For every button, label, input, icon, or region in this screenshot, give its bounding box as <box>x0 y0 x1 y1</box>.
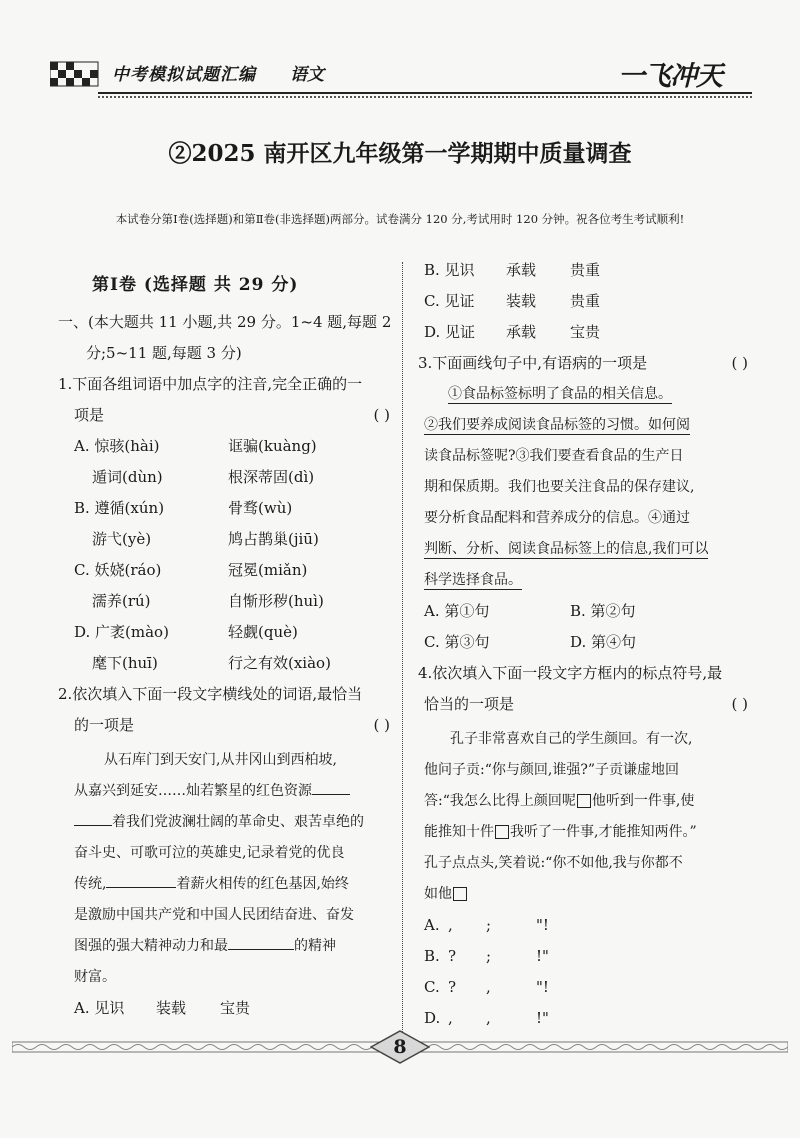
q1-option-row <box>58 462 390 493</box>
q1-word: 鸠占鹊巢(jiū) <box>228 530 319 548</box>
q2-option-word: 装载 <box>156 999 187 1017</box>
q2-option-word: 承载 <box>506 323 537 341</box>
q2-blank-3 <box>228 935 294 950</box>
q4-option-label: C. <box>424 978 440 996</box>
q4-passage-line: 孔子非常喜欢自己的学生颜回。有一次, <box>450 731 693 747</box>
q2-passage-line: 奋斗史、可歌可泣的英雄史,记录着党的优良 <box>74 845 345 861</box>
q3-passage-line <box>418 410 748 441</box>
q2-passage-text: 着薪火相传的红色基因,始终 <box>176 876 349 892</box>
q4-option-mark: !" <box>536 947 549 965</box>
q1-option-row <box>58 617 390 648</box>
q1-word: A. 惊骇(hài) <box>74 437 160 455</box>
q3-passage-line: 读食品标签呢?③我们要查看食品的生产日 <box>424 448 684 464</box>
left-column <box>58 270 390 1024</box>
q3-option-a: A. 第①句 <box>424 602 490 620</box>
q4-option-mark: , <box>448 1009 453 1027</box>
q4-option-a <box>418 910 748 941</box>
q4-passage-line: 孔子点点头,笑着说:“你不如他,我与你都不 <box>424 855 683 871</box>
q3-option-d: D. 第④句 <box>570 633 637 651</box>
q2-passage-line <box>58 869 390 900</box>
q1-word: 濡养(rú) <box>92 592 151 610</box>
q3-stem <box>418 348 748 379</box>
q2-passage-line: 财富。 <box>74 969 116 985</box>
q4-passage-line <box>418 786 748 817</box>
q1-answer-paren: ( ) <box>373 406 390 424</box>
q1-option-row <box>58 524 390 555</box>
q4-passage-text: 我听了一件事,才能推知两件。” <box>510 824 697 840</box>
right-column <box>418 255 748 1034</box>
q4-passage-line: 他问子贡:“你与颜回,谁强?”子贡谦虚地回 <box>424 762 679 778</box>
q4-passage-text: 他听到一件事,使 <box>591 793 695 809</box>
q2-blank-2 <box>106 873 176 888</box>
q2-passage-text: 传统, <box>74 876 107 892</box>
q1-word: 轻觑(què) <box>228 623 298 641</box>
q2-passage-text: 的精神 <box>294 938 336 954</box>
q2-stem-cont <box>58 710 390 741</box>
exam-instructions: 本试卷分第Ⅰ卷(选择题)和第Ⅱ卷(非选择题)两部分。试卷满分 120 分,考试用时 120 分钟。祝各位考生考试顺利! <box>115 212 685 226</box>
q4-stem-text: 恰当的一项是 <box>424 695 515 713</box>
q2-option-label: C. 见证 <box>424 292 475 310</box>
q2-passage-text: 着我们党波澜壮阔的革命史、艰苦卓绝的 <box>112 814 364 830</box>
q2-blank-1-cont <box>74 811 112 826</box>
q1-option-row <box>58 431 390 462</box>
q2-passage-line: 从石库门到天安门,从井冈山到西柏坡, <box>104 752 337 768</box>
q1-word: D. 广袤(mào) <box>74 623 169 641</box>
q1-word: 骨骛(wù) <box>228 499 293 517</box>
q4-punct-box-1 <box>577 794 591 808</box>
q1-stem: 1.下面各组词语中加点字的注音,完全正确的一 <box>58 375 363 393</box>
page-number: 8 <box>393 1036 407 1058</box>
q1-word: B. 遵循(xún) <box>74 499 165 517</box>
q4-passage-text: 答:“我怎么比得上颜回呢 <box>424 793 576 809</box>
q2-option-word: 贵重 <box>570 261 601 279</box>
q3-underlined-sentence: 判断、分析、阅读食品标签上的信息,我们可以 <box>424 541 709 557</box>
q1-option-row <box>58 555 390 586</box>
q4-passage-line <box>418 879 748 910</box>
q2-passage-line <box>58 807 390 838</box>
q2-option-d <box>418 317 748 348</box>
q4-option-mark: ? <box>448 978 457 996</box>
q4-option-d <box>418 1003 748 1034</box>
q2-passage-line: 是激励中国共产党和中国人民团结奋进、奋发 <box>74 907 354 923</box>
q3-passage-line <box>418 379 748 410</box>
q1-word: 游弋(yè) <box>92 530 152 548</box>
q2-passage-line <box>58 931 390 962</box>
header-series-title: 中考模拟试题汇编 <box>112 65 256 85</box>
header-brand: 一飞冲天 <box>618 61 722 92</box>
q2-passage-line <box>58 776 390 807</box>
q4-option-mark: !" <box>536 1009 549 1027</box>
q4-punct-box-2 <box>495 825 509 839</box>
q4-option-mark: , <box>486 1009 491 1027</box>
q2-passage-text: 图强的强大精神动力和最 <box>74 938 228 954</box>
q1-stem-text: 项是 <box>74 406 105 424</box>
q1-word: 冠冕(miǎn) <box>228 561 308 579</box>
q3-underlined-sentence: ①食品标签标明了食品的相关信息。 <box>448 386 672 402</box>
q1-option-row <box>58 648 390 679</box>
q4-passage-line <box>418 817 748 848</box>
q4-option-mark: , <box>486 978 491 996</box>
q2-option-c <box>418 286 748 317</box>
q3-answer-paren: ( ) <box>731 354 748 372</box>
q1-word: C. 妖娆(ráo) <box>74 561 162 579</box>
q2-answer-paren: ( ) <box>373 716 390 734</box>
q4-option-label: D. <box>424 1009 441 1027</box>
q3-option-c: C. 第③句 <box>424 633 490 651</box>
q4-option-mark: ; <box>486 916 492 934</box>
section-heading: 第Ⅰ卷 (选择题 共 29 分) <box>92 275 299 295</box>
q1-option-row <box>58 493 390 524</box>
q3-passage-line <box>418 565 748 596</box>
q3-passage-line: 期和保质期。我们也要关注食品的保存建议, <box>424 479 695 495</box>
q1-option-row <box>58 586 390 617</box>
q2-option-word: 宝贵 <box>220 999 251 1017</box>
q1-word: 麾下(huī) <box>92 654 158 672</box>
q4-option-b <box>418 941 748 972</box>
q4-stem: 4.依次填入下面一段文字方框内的标点符号,最 <box>418 664 723 682</box>
q4-answer-paren: ( ) <box>731 695 748 713</box>
q4-passage-text: 能推知十件 <box>424 824 494 840</box>
q1-word: 行之有效(xiào) <box>228 654 331 672</box>
q1-word: 根深蒂固(dì) <box>228 468 315 486</box>
q4-option-mark: , <box>448 916 453 934</box>
header-checker-logo <box>50 58 102 88</box>
q2-option-word: 贵重 <box>570 292 601 310</box>
header-subject: 语文 <box>290 65 324 85</box>
q4-punct-box-3 <box>453 887 467 901</box>
q1-word: 诓骗(kuàng) <box>228 437 317 455</box>
q4-passage-text: 如他 <box>424 886 452 902</box>
q2-option-label: B. 见识 <box>424 261 475 279</box>
exam-title: ②2025 南开区九年级第一学期期中质量调查 <box>168 140 632 167</box>
section-intro: 一、(本大题共 11 小题,共 29 分。1~4 题,每题 2 <box>58 313 392 331</box>
q2-option-a <box>58 993 390 1024</box>
q1-stem-cont <box>58 400 390 431</box>
q4-option-label: A. <box>424 916 440 934</box>
q4-option-mark: ; <box>486 947 492 965</box>
q3-options-row <box>418 627 748 658</box>
q4-option-mark: "! <box>536 978 549 996</box>
q3-option-b: B. 第②句 <box>570 602 636 620</box>
q3-options-row <box>418 596 748 627</box>
q2-blank-1 <box>312 780 350 795</box>
q4-stem-cont <box>418 689 748 720</box>
q4-option-mark: ? <box>448 947 457 965</box>
q4-option-label: B. <box>424 947 440 965</box>
q3-passage-line <box>418 534 748 565</box>
column-divider <box>402 262 403 1042</box>
q3-underlined-sentence: ②我们要养成阅读食品标签的习惯。如何阅 <box>424 417 690 433</box>
header-dotted-rule <box>98 96 752 98</box>
q1-word: 遁词(dùn) <box>92 468 163 486</box>
q3-passage-line: 要分析食品配料和营养成分的信息。④通过 <box>424 510 690 526</box>
q4-option-c <box>418 972 748 1003</box>
q2-option-label: A. 见识 <box>74 999 125 1017</box>
q3-underlined-sentence: 科学选择食品。 <box>424 572 522 588</box>
q2-option-word: 装载 <box>506 292 537 310</box>
q3-stem-text: 3.下面画线句子中,有语病的一项是 <box>418 354 648 372</box>
q2-stem: 2.依次填入下面一段文字横线处的词语,最恰当 <box>58 685 363 703</box>
header-rule <box>98 92 752 94</box>
q2-option-word: 承载 <box>506 261 537 279</box>
q4-option-mark: "! <box>536 916 549 934</box>
q2-option-label: D. 见证 <box>424 323 476 341</box>
section-intro-cont: 分;5~11 题,每题 3 分) <box>86 344 242 362</box>
q2-stem-text: 的一项是 <box>74 716 135 734</box>
q1-word: 自惭形秽(huì) <box>228 592 324 610</box>
q2-option-b <box>418 255 748 286</box>
q2-option-word: 宝贵 <box>570 323 601 341</box>
q2-passage-text: 从嘉兴到延安……灿若繁星的红色资源 <box>74 783 312 799</box>
